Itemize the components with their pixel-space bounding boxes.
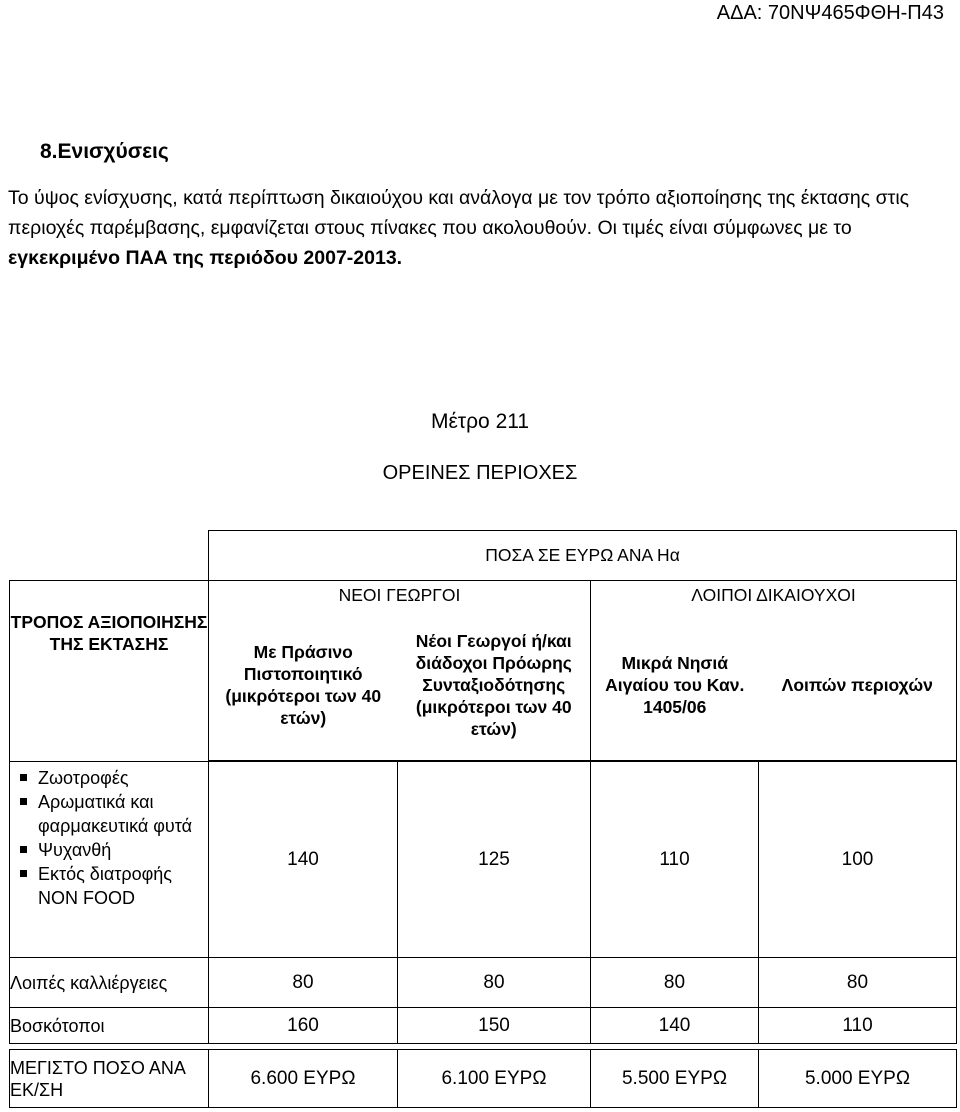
- section-heading: 8.Ενισχύσεις: [40, 140, 169, 163]
- crops-cell: [10, 762, 209, 958]
- crops-value-green-cert: 140: [209, 762, 398, 958]
- max-amount-young-successors: 6.100 ΕΥΡΩ: [398, 1050, 591, 1108]
- other-crops-value-young-successors: 80: [398, 958, 591, 1008]
- intro-bold-text: εγκεκριμένο ΠΑΑ της περιόδου 2007-2013.: [8, 247, 403, 269]
- pasture-value-small-islands: 140: [591, 1008, 759, 1044]
- col-small-islands-line1: Μικρά Νησιά Αιγαίου του Καν.: [605, 653, 745, 696]
- col-small-islands-line2: 1405/06: [643, 697, 707, 718]
- other-crops-value-green-cert: 80: [209, 958, 398, 1008]
- pasture-value-other-areas: 110: [759, 1008, 957, 1044]
- usage-header: ΤΡΟΠΟΣ ΑΞΙΟΠΟΙΗΣΗΣ ΤΗΣ ΕΚΤΑΣΗΣ: [10, 581, 209, 762]
- list-item: Αρωματικά και φαρμακευτικά φυτά: [18, 790, 208, 838]
- group-young-farmers: ΝΕΟΙ ΓΕΩΡΓΟΙ: [209, 581, 591, 611]
- empty-corner-cell: [10, 531, 209, 581]
- intro-paragraph: [8, 183, 958, 273]
- max-amount-small-islands: 5.500 ΕΥΡΩ: [591, 1050, 759, 1108]
- document-id: ΑΔΑ: 70ΝΨ465ΦΘΗ-Π43: [716, 2, 944, 24]
- list-item: Εκτός διατροφής NON FOOD: [18, 862, 208, 910]
- pasture-value-green-cert: 160: [209, 1008, 398, 1044]
- crops-value-young-successors: 125: [398, 762, 591, 958]
- aid-table: [9, 530, 957, 1108]
- measure-subtitle: ΟΡΕΙΝΕΣ ΠΕΡΙΟΧΕΣ: [382, 462, 578, 484]
- crops-value-other-areas: 100: [759, 762, 957, 958]
- max-amount-label: ΜΕΓΙΣΤΟ ΠΟΣΟ ΑΝΑ ΕΚ/ΣΗ: [10, 1050, 209, 1108]
- intro-text: Το ύψος ενίσχυσης, κατά περίπτωση δικαιούχου και ανάλογα με τον τρόπο αξιοποίησης της έκτασης στις περιοχές παρέμβασης, εμφανίζεται στους πίνακες που ακολουθούν. Οι τιμές είναι σύμφωνες με το: [8, 187, 910, 239]
- other-crops-value-other-areas: 80: [759, 958, 957, 1008]
- crops-value-small-islands: 110: [591, 762, 759, 958]
- crops-list: [10, 766, 208, 910]
- amounts-header: ΠΟΣΑ ΣΕ ΕΥΡΩ ΑΝΑ Ηα: [209, 531, 957, 581]
- max-amount-green-cert: 6.600 ΕΥΡΩ: [209, 1050, 398, 1108]
- col-other-areas: Λοιπών περιοχών: [759, 611, 957, 761]
- measure-title: Μέτρο 211: [430, 410, 530, 433]
- col-small-aegean-islands: [591, 611, 759, 761]
- max-amount-other-areas: 5.000 ΕΥΡΩ: [759, 1050, 957, 1108]
- pasture-label: Βοσκότοποι: [10, 1008, 209, 1044]
- col-green-certificate: Με Πράσινο Πιστοποιητικό (μικρότεροι των 40 ετών): [209, 611, 398, 761]
- other-crops-label: Λοιπές καλλιέργειες: [10, 958, 209, 1008]
- list-item: Ψυχανθή: [18, 838, 208, 862]
- pasture-value-young-successors: 150: [398, 1008, 591, 1044]
- other-crops-value-small-islands: 80: [591, 958, 759, 1008]
- list-item: Ζωοτροφές: [18, 766, 208, 790]
- col-young-farmers-successors: Νέοι Γεωργοί ή/και διάδοχοι Πρόωρης Συνταξιοδότησης (μικρότεροι των 40 ετών): [398, 611, 591, 761]
- group-other-beneficiaries: ΛΟΙΠΟΙ ΔΙΚΑΙΟΥΧΟΙ: [591, 581, 957, 611]
